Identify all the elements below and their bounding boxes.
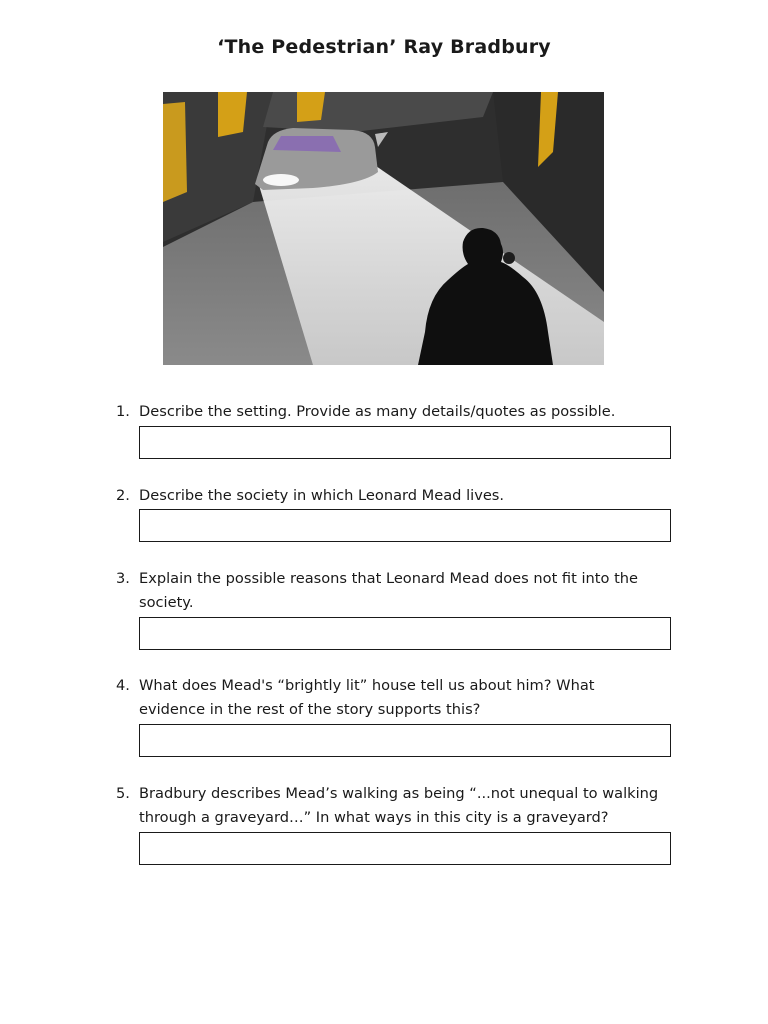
street-scene-illustration [163,92,604,365]
question-line: Bradbury describes Mead’s walking as being “...not unequal to walking [139,785,659,802]
question-line: through a graveyard…” In what ways in this city is a graveyard? [139,809,609,826]
window-shape [297,92,325,122]
answer-box-4[interactable] [139,724,671,757]
window-shape [163,102,187,202]
answer-box-2[interactable] [139,509,671,542]
answer-box-5[interactable] [139,832,671,865]
question-line: What does Mead's “brightly lit” house tell us about him? What [139,677,595,694]
window-shape [218,92,247,137]
answer-box-3[interactable] [139,617,671,650]
question-text [139,400,684,424]
question-text [139,674,684,722]
worksheet-title: ‘The Pedestrian’ Ray Bradbury [217,36,551,58]
answer-box-1[interactable] [139,426,671,459]
question-line: Describe the setting. Provide as many details/quotes as possible. [139,403,616,420]
question-line: Describe the society in which Leonard Mead lives. [139,487,505,504]
question-text [139,567,684,615]
question-number: 1. [116,403,130,420]
question-number: 4. [116,677,130,694]
question-text [139,782,684,830]
question-line: society. [139,594,194,611]
question-number: 2. [116,487,130,504]
question-line: Explain the possible reasons that Leonard Mead does not fit into the [139,570,639,587]
question-number: 3. [116,570,130,587]
question-text [139,484,684,508]
question-number: 5. [116,785,130,802]
question-line: evidence in the rest of the story supports this? [139,701,481,718]
